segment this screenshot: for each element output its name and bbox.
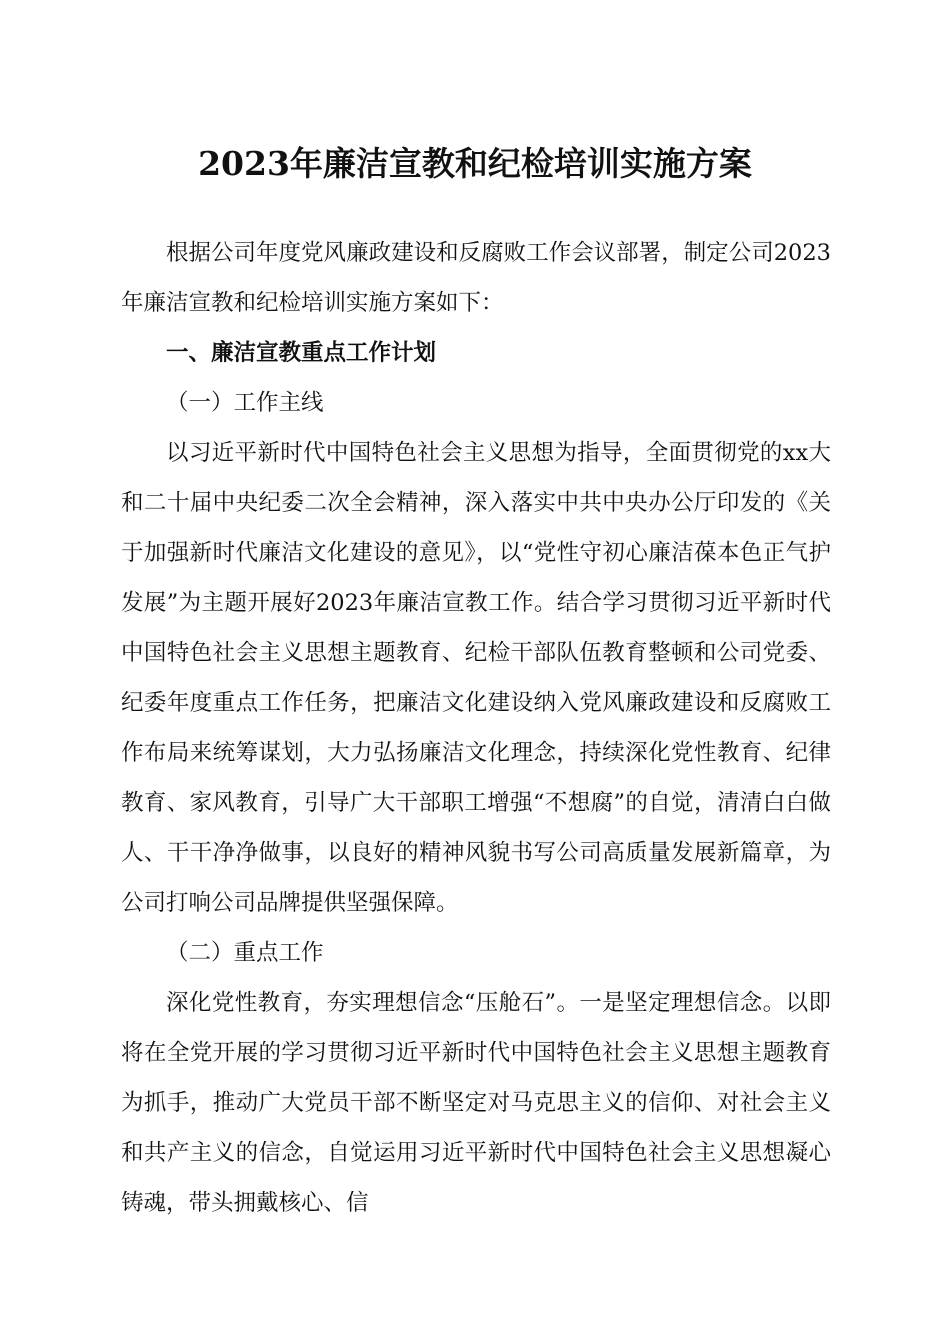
section-heading: 一、廉洁宣教重点工作计划 (166, 340, 437, 366)
subsection-heading: （一）工作主线 (166, 390, 324, 416)
subsection-heading: （二）重点工作 (166, 940, 324, 966)
intro-paragraph: 根据公司年度党风廉政建设和反腐败工作会议部署，制定公司2023年廉洁宣教和纪检培训实施方案如下： (121, 240, 831, 316)
document-body (121, 228, 831, 1228)
body-paragraph: 以习近平新时代中国特色社会主义思想为指导，全面贯彻党的xx大和二十届中央纪委二次全会精神，深入落实中共中央办公厅印发的《关于加强新时代廉洁文化建设的意见》，以“党性守初心廉洁葆本色正气护发展”为主题开展好2023年廉洁宣教工作。结合学习贯彻习近平新时代中国特色社会主义思想主题教育、纪检干部队伍教育整顿和公司党委、纪委年度重点工作任务，把廉洁文化建设纳入党风廉政建设和反腐败工作布局来统筹谋划，大力弘扬廉洁文化理念，持续深化党性教育、纪律教育、家风教育，引导广大干部职工增强“不想腐”的自觉，清清白白做人、干干净净做事，以良好的精神风貌书写公司高质量发展新篇章，为公司打响公司品牌提供坚强保障。 (121, 440, 831, 916)
body-paragraph: 深化党性教育，夯实理想信念“压舱石”。一是坚定理想信念。以即将在全党开展的学习贯彻习近平新时代中国特色社会主义思想主题教育为抓手，推动广大党员干部不断坚定对马克思主义的信仰、对社会主义和共产主义的信念，自觉运用习近平新时代中国特色社会主义思想凝心铸魂，带头拥戴核心、信 (121, 990, 831, 1216)
document-title: 2023年廉洁宣教和纪检培训实施方案 (198, 144, 752, 183)
